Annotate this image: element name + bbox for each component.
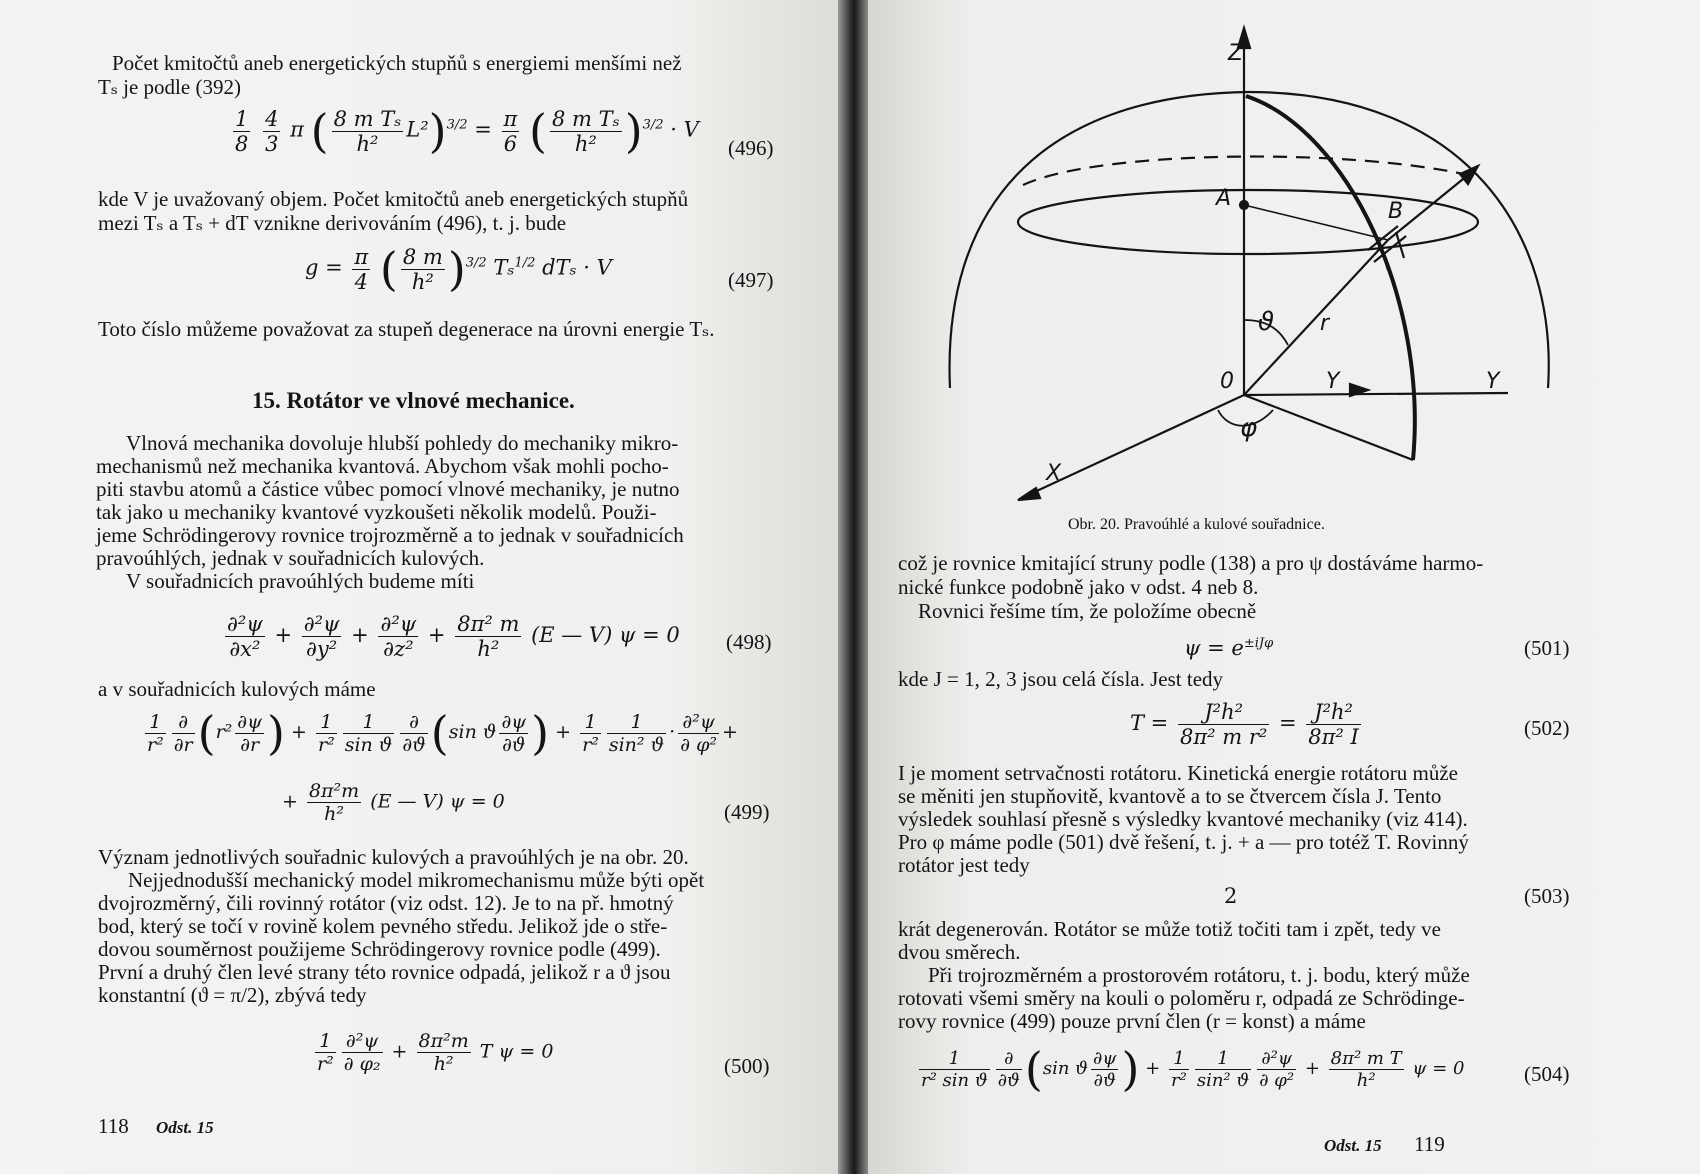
- fraction: $\frac{\text{J²h²}}{\text{8π² I}}$: [1308, 700, 1359, 749]
- section-heading: 15. Rotátor ve vlnové mechanice.: [252, 388, 575, 413]
- equation-number: (503): [1524, 884, 1570, 908]
- paragraph-line: kde J = 1, 2, 3 jsou celá čísla. Jest tedy: [898, 667, 1224, 691]
- fraction: $\frac{\partial}{\partial ϑ}$: [997, 1047, 1020, 1091]
- paragraph-line: rovy rovnice (499) pouze první člen (r = konst) a máme: [898, 1009, 1366, 1033]
- paragraph-line: Nejjednodušší mechanický model mikromechanismu může býti opět: [128, 868, 705, 892]
- fraction: $\frac{\text{∂²ψ}}{\text{∂y²}}$: [303, 612, 340, 661]
- paragraph-block: [98, 846, 704, 1007]
- fraction: $\frac{1}{\text{r²}}$: [317, 1030, 334, 1075]
- label-theta: ϑ: [1258, 307, 1275, 337]
- paragraph-line: výsledek souhlasí přesně s výsledky kvantové mechaniky (viz 414).: [898, 807, 1468, 831]
- fraction: $\frac{\text{8π² m T}}{\text{h²}}$: [1330, 1047, 1402, 1091]
- fraction: $\frac{8 m}{\text{h²}}$: [402, 244, 443, 294]
- section-reference: Odst. 15: [156, 1118, 214, 1137]
- paragraph-line: krát degenerován. Rotátor se může totiž točiti tam i zpět, tedy ve: [898, 917, 1441, 941]
- fraction: $\frac{\text{∂²ψ}}{\text{∂z²}}$: [380, 612, 417, 661]
- fraction: $\frac{\pi}{6}$: [503, 106, 518, 156]
- intro-line-1: Počet kmitočtů aneb energetických stupňů s energiemi menšími než: [112, 51, 682, 75]
- section-reference: Odst. 15: [1324, 1136, 1382, 1155]
- fraction: $\frac{\partial}{\partial ϑ}$: [402, 710, 426, 756]
- equation-499-line-1: $\frac{1}{\text{r²}}$ $\frac{\partial}{\partial r}$ (r² $\frac{\partial\psi}{\partial r}$ ) + $\frac{1}{\text{r²}}$ $\frac{1}{\text{sin ϑ}}$ $\frac{\partial}{\partial ϑ}$ (sin ϑ $\frac{\partial\psi}{\partial ϑ}$ ) + $\frac{1}{\text{r²}}$ $\frac{1}{\text{sin² ϑ}}$ · $\frac{\text{∂²ψ}}{\text{∂ φ²}}$ +: [147, 706, 738, 760]
- label-x: X: [1046, 461, 1062, 486]
- left-page: [0, 0, 838, 1174]
- fraction: $\frac{\text{8π²m}}{\text{h²}}$: [418, 1030, 469, 1075]
- label-a: A: [1216, 186, 1232, 211]
- page-number: 119: [1414, 1132, 1445, 1156]
- hemisphere-outline: [950, 92, 1549, 388]
- equation-number: (497): [728, 268, 774, 292]
- label-y-inner: Y: [1326, 369, 1340, 394]
- paragraph-line: V souřadnicích pravoúhlých budeme míti: [126, 569, 475, 593]
- paragraph-line: mezi Tₛ a Tₛ + dT vznikne derivováním (496), t. j. bude: [98, 211, 567, 235]
- projection-line: [1244, 395, 1413, 460]
- paragraph-line: rotátor jest tedy: [898, 853, 1030, 877]
- label-z: Z: [1228, 41, 1244, 66]
- equation-number: (500): [724, 1054, 770, 1078]
- fraction: $\frac{1}{\text{sin² ϑ}}$: [1196, 1047, 1250, 1091]
- fraction: $\frac{\text{8 m Tₛ}}{\text{h²}}$: [333, 106, 402, 156]
- paragraph-block: [898, 762, 1469, 877]
- paragraph-line: se měniti jen stupňovitě, kvantově a to se čtvercem čísla J. Tento: [898, 784, 1442, 808]
- fraction: $\frac{1}{\text{r² sin ϑ}}$: [921, 1047, 988, 1091]
- paragraph-line: nické funkce podobně jako v odst. 4 neb 8.: [898, 575, 1259, 599]
- paragraph-line: Význam jednotlivých souřadnic kulových a pravoúhlých je na obr. 20.: [98, 845, 689, 869]
- fraction: $\frac{\text{8π² m}}{\text{h²}}$: [457, 612, 520, 661]
- equation-500: $\frac{1}{\text{r²}}$ $\frac{\text{∂²ψ}}{\text{∂ φ₂}}$ + $\frac{\text{8π²m}}{\text{h²}}$ T ψ = 0: [317, 1030, 554, 1075]
- label-r: r: [1320, 311, 1330, 336]
- a-to-b-line: [1244, 205, 1388, 240]
- fraction: $\frac{1}{\text{r²}}$: [582, 710, 599, 756]
- figure-20-coordinates: [868, 0, 1700, 520]
- fraction: $\frac{\text{∂²ψ}}{\text{∂ φ²}}$: [1259, 1047, 1295, 1091]
- figure-caption: Obr. 20. Pravoúhlé a kulové souřadnice.: [1068, 516, 1325, 533]
- fraction: $\frac{\text{∂²ψ}}{\text{∂ φ²}}$: [680, 710, 717, 756]
- paragraph-line: dvojrozměrný, čili rovinný rotátor (viz odst. 12). Je to na př. hmotný: [98, 891, 674, 915]
- paragraph-line: rotovati všemi směry na kouli o poloměru r, odpadá ze Schrödinge-: [898, 986, 1465, 1010]
- fraction: $\frac{\text{8 m Tₛ}}{\text{h²}}$: [551, 106, 620, 156]
- equation-498: $\frac{\text{∂²ψ}}{\text{∂x²}}$ + $\frac{\text{∂²ψ}}{\text{∂y²}}$ + $\frac{\text{∂²ψ}}{\text{∂z²}}$ + $\frac{\text{8π² m}}{\text{h²}}$ (E — V) ψ = 0: [227, 612, 680, 661]
- fraction: $\frac{1}{\text{sin² ϑ}}$: [608, 710, 665, 756]
- fraction: $\frac{\partial\psi}{\partial ϑ}$: [501, 710, 527, 756]
- label-y-outer: Y: [1486, 369, 1500, 394]
- paragraph-line: Pro φ máme podle (501) dvě řešení, t. j. + a — pro totéž T. Rovinný: [898, 830, 1469, 854]
- fraction: $\frac{\text{∂²ψ}}{\text{∂ φ₂}}$: [343, 1030, 381, 1075]
- equation-503: 2: [1224, 884, 1238, 908]
- equation-499-line-2: + $\frac{\text{8π²m}}{\text{h²}}$ (E — V) ψ = 0: [282, 780, 505, 825]
- label-origin: 0: [1220, 369, 1234, 394]
- equation-number: (498): [726, 630, 772, 654]
- fraction: $\frac{1}{\text{r²}}$: [317, 710, 335, 756]
- fraction: $\frac{\partial\psi}{\partial ϑ}$: [1093, 1047, 1117, 1091]
- fraction: $\frac{\partial}{\partial r}$: [173, 710, 193, 756]
- equation-502: T = $\frac{\text{J²h²}}{\text{8π² m r²}}$ = $\frac{\text{J²h²}}{\text{8π² I}}$: [1130, 700, 1359, 749]
- fraction: $\frac{4}{3}$: [265, 106, 279, 156]
- paragraph-line: bod, který se točí v rovině kolem pevného středu. Jelikož jde o stře-: [98, 914, 668, 938]
- fraction: $\frac{1}{\text{sin ϑ}}$: [344, 710, 393, 756]
- fraction: $\frac{\pi}{4}$: [354, 244, 369, 294]
- right-page: [868, 0, 1700, 1174]
- paragraph-line: dovou souměrnost použijeme Schrödingerovy rovnice podle (499).: [98, 937, 661, 961]
- paragraph: Toto číslo můžeme považovat za stupeň degenerace na úrovni energie Tₛ.: [98, 317, 715, 341]
- paragraph-line: Při trojrozměrném a prostorovém rotátoru, t. j. bodu, který může: [928, 963, 1470, 987]
- equation-504: $\frac{1}{\text{r² sin ϑ}}$ $\frac{\partial}{\partial ϑ}$ (sin ϑ $\frac{\partial\psi}{\partial ϑ}$ ) + $\frac{1}{\text{r²}}$ $\frac{1}{\text{sin² ϑ}}$ $\frac{\text{∂²ψ}}{\text{∂ φ²}}$ + $\frac{\text{8π² m T}}{\text{h²}}$ ψ = 0: [921, 1042, 1465, 1096]
- fraction: $\frac{1}{\text{r²}}$: [1171, 1047, 1187, 1091]
- paragraph: a v souřadnicích kulových máme: [98, 677, 376, 701]
- equation-496: $\frac{1}{8}$ $\frac{4}{3}$ π ( $\frac{\text{8 m Tₛ}}{\text{h²}}$ L²)$^{3/2}$ = $\frac{\pi}{6}$ ( $\frac{\text{8 m Tₛ}}{\text{h²}}$ )$^{3/2}$ · V: [235, 104, 699, 158]
- paragraph-line: tak jako u mechaniky kvantové vyzkoušeti několik modelů. Použi-: [96, 500, 657, 524]
- page-number: 118: [98, 1114, 129, 1138]
- paragraph-line: což je rovnice kmitající struny podle (138) a pro ψ dostáváme harmo-: [898, 551, 1484, 575]
- paragraph-line: piti stavbu atomů a částice vůbec pomocí vlnové mechaniky, je nutno: [96, 477, 680, 501]
- paragraph-line: mechanismů než mechanika kvantová. Abychom však mohli pocho-: [96, 454, 669, 478]
- paragraph-line: konstantní (ϑ = π/2), zbývá tedy: [98, 983, 367, 1007]
- fraction: $\frac{\partial\psi}{\partial r}$: [237, 710, 263, 756]
- paragraph-line: I je moment setrvačnosti rotátoru. Kinetická energie rotátoru může: [898, 761, 1458, 785]
- paragraph-line: kde V je uvažovaný objem. Počet kmitočtů aneb energetických stupňů: [98, 187, 689, 211]
- paragraph-line: dvou směrech.: [898, 940, 1021, 964]
- equation-number: (499): [724, 800, 770, 824]
- equation-number: (501): [1524, 636, 1570, 660]
- paragraph-block: [96, 432, 684, 593]
- equation-number: (504): [1524, 1062, 1570, 1086]
- paragraph-line: První a druhý člen levé strany této rovnice odpadá, jelikož r a ϑ jsou: [98, 960, 671, 984]
- fraction: $\frac{\text{∂²ψ}}{\text{∂x²}}$: [227, 612, 263, 661]
- fraction: $\frac{1}{\text{r²}}$: [147, 710, 164, 756]
- paragraph-line: Vlnová mechanika dovoluje hlubší pohledy do mechaniky mikro-: [126, 431, 679, 455]
- paragraph-line: pravoúhlých, jednak v souřadnicích kulových.: [96, 546, 485, 570]
- dashed-horizon: [1023, 157, 1468, 185]
- fraction: $\frac{\text{J²h²}}{\text{8π² m r²}}$: [1179, 700, 1268, 749]
- book-gutter: [838, 0, 868, 1174]
- paragraph-block: [898, 918, 1470, 1033]
- y-axis: [1244, 393, 1508, 395]
- label-phi: φ: [1240, 413, 1258, 443]
- equation-501: $\psi = e^{\pm iJ\varphi}$: [1184, 636, 1274, 660]
- intro-line-2: Tₛ je podle (392): [98, 75, 241, 99]
- equation-number: (496): [728, 136, 774, 160]
- paragraph-line: Rovnici řešíme tím, že položíme obecně: [918, 599, 1257, 623]
- equation-497: g = $\frac{\pi}{4}$ ( $\frac{8 m}{\text{h²}}$ )$^{3/2}$ Tₛ$^{1/2}$ dTₛ · V: [305, 242, 612, 296]
- label-b: B: [1388, 199, 1404, 224]
- fraction: $\frac{1}{8}$: [235, 106, 249, 156]
- equation-number: (502): [1524, 716, 1570, 740]
- fraction: $\frac{\text{8π²m}}{\text{h²}}$: [308, 780, 360, 825]
- paragraph-line: jeme Schrödingerovy rovnice trojrozměrně a to jednak v souřadnicích: [96, 523, 684, 547]
